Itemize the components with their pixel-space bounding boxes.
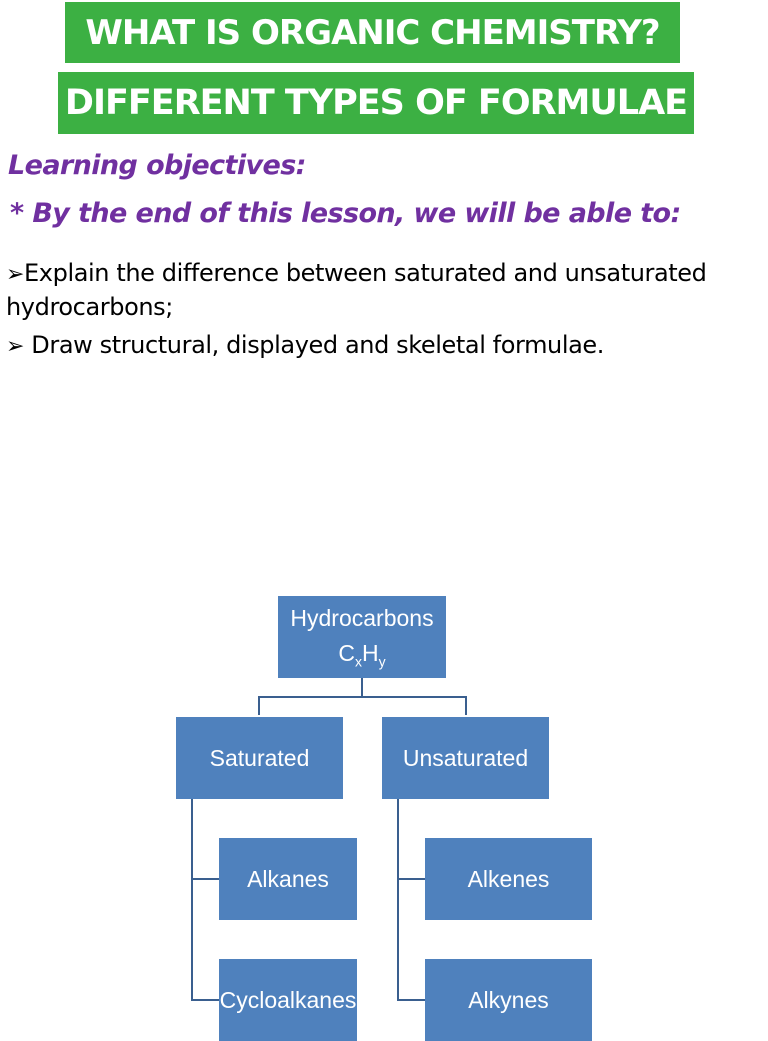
learning-objectives-heading: Learning objectives: <box>8 150 306 181</box>
cycloalkanes-node <box>219 959 357 1041</box>
arrow-bullet-icon: ➢ <box>6 262 25 287</box>
alkynes-node <box>425 959 592 1041</box>
alkanes-label: Alkanes <box>247 865 329 892</box>
arrow-bullet-icon: ➢ <box>6 334 25 359</box>
alkynes-label: Alkynes <box>468 986 549 1013</box>
objective-text: Explain the difference between saturated and unsaturated hydrocarbons; <box>6 259 707 321</box>
objective-text: Draw structural, displayed and skeletal formulae. <box>24 331 605 359</box>
hydrocarbons-label: Hydrocarbons <box>290 604 434 631</box>
alkanes-node <box>219 838 357 920</box>
saturated-label: Saturated <box>209 744 310 771</box>
connector-saturated-children <box>192 799 219 1000</box>
hydrocarbons-node <box>278 596 446 678</box>
formula-subscript-x: x <box>355 653 362 670</box>
formula-subscript-y: y <box>378 653 386 670</box>
learning-objectives-intro: * By the end of this lesson, we will be able to: <box>10 198 681 229</box>
unsaturated-label: Unsaturated <box>402 744 529 771</box>
connector-unsaturated-children <box>398 799 425 1000</box>
saturated-node <box>176 717 343 799</box>
formula-h: H <box>362 639 379 666</box>
unsaturated-node <box>382 717 549 799</box>
alkenes-label: Alkenes <box>467 865 550 892</box>
cycloalkanes-label: Cycloalkanes <box>219 986 357 1013</box>
alkenes-node <box>425 838 592 920</box>
title-line-2: DIFFERENT TYPES OF FORMULAE <box>64 83 688 123</box>
connector-branch-bar <box>259 697 466 715</box>
formula-c: C <box>338 639 355 666</box>
title-line-1: WHAT IS ORGANIC CHEMISTRY? <box>85 12 660 53</box>
hydrocarbon-formula <box>338 640 385 670</box>
